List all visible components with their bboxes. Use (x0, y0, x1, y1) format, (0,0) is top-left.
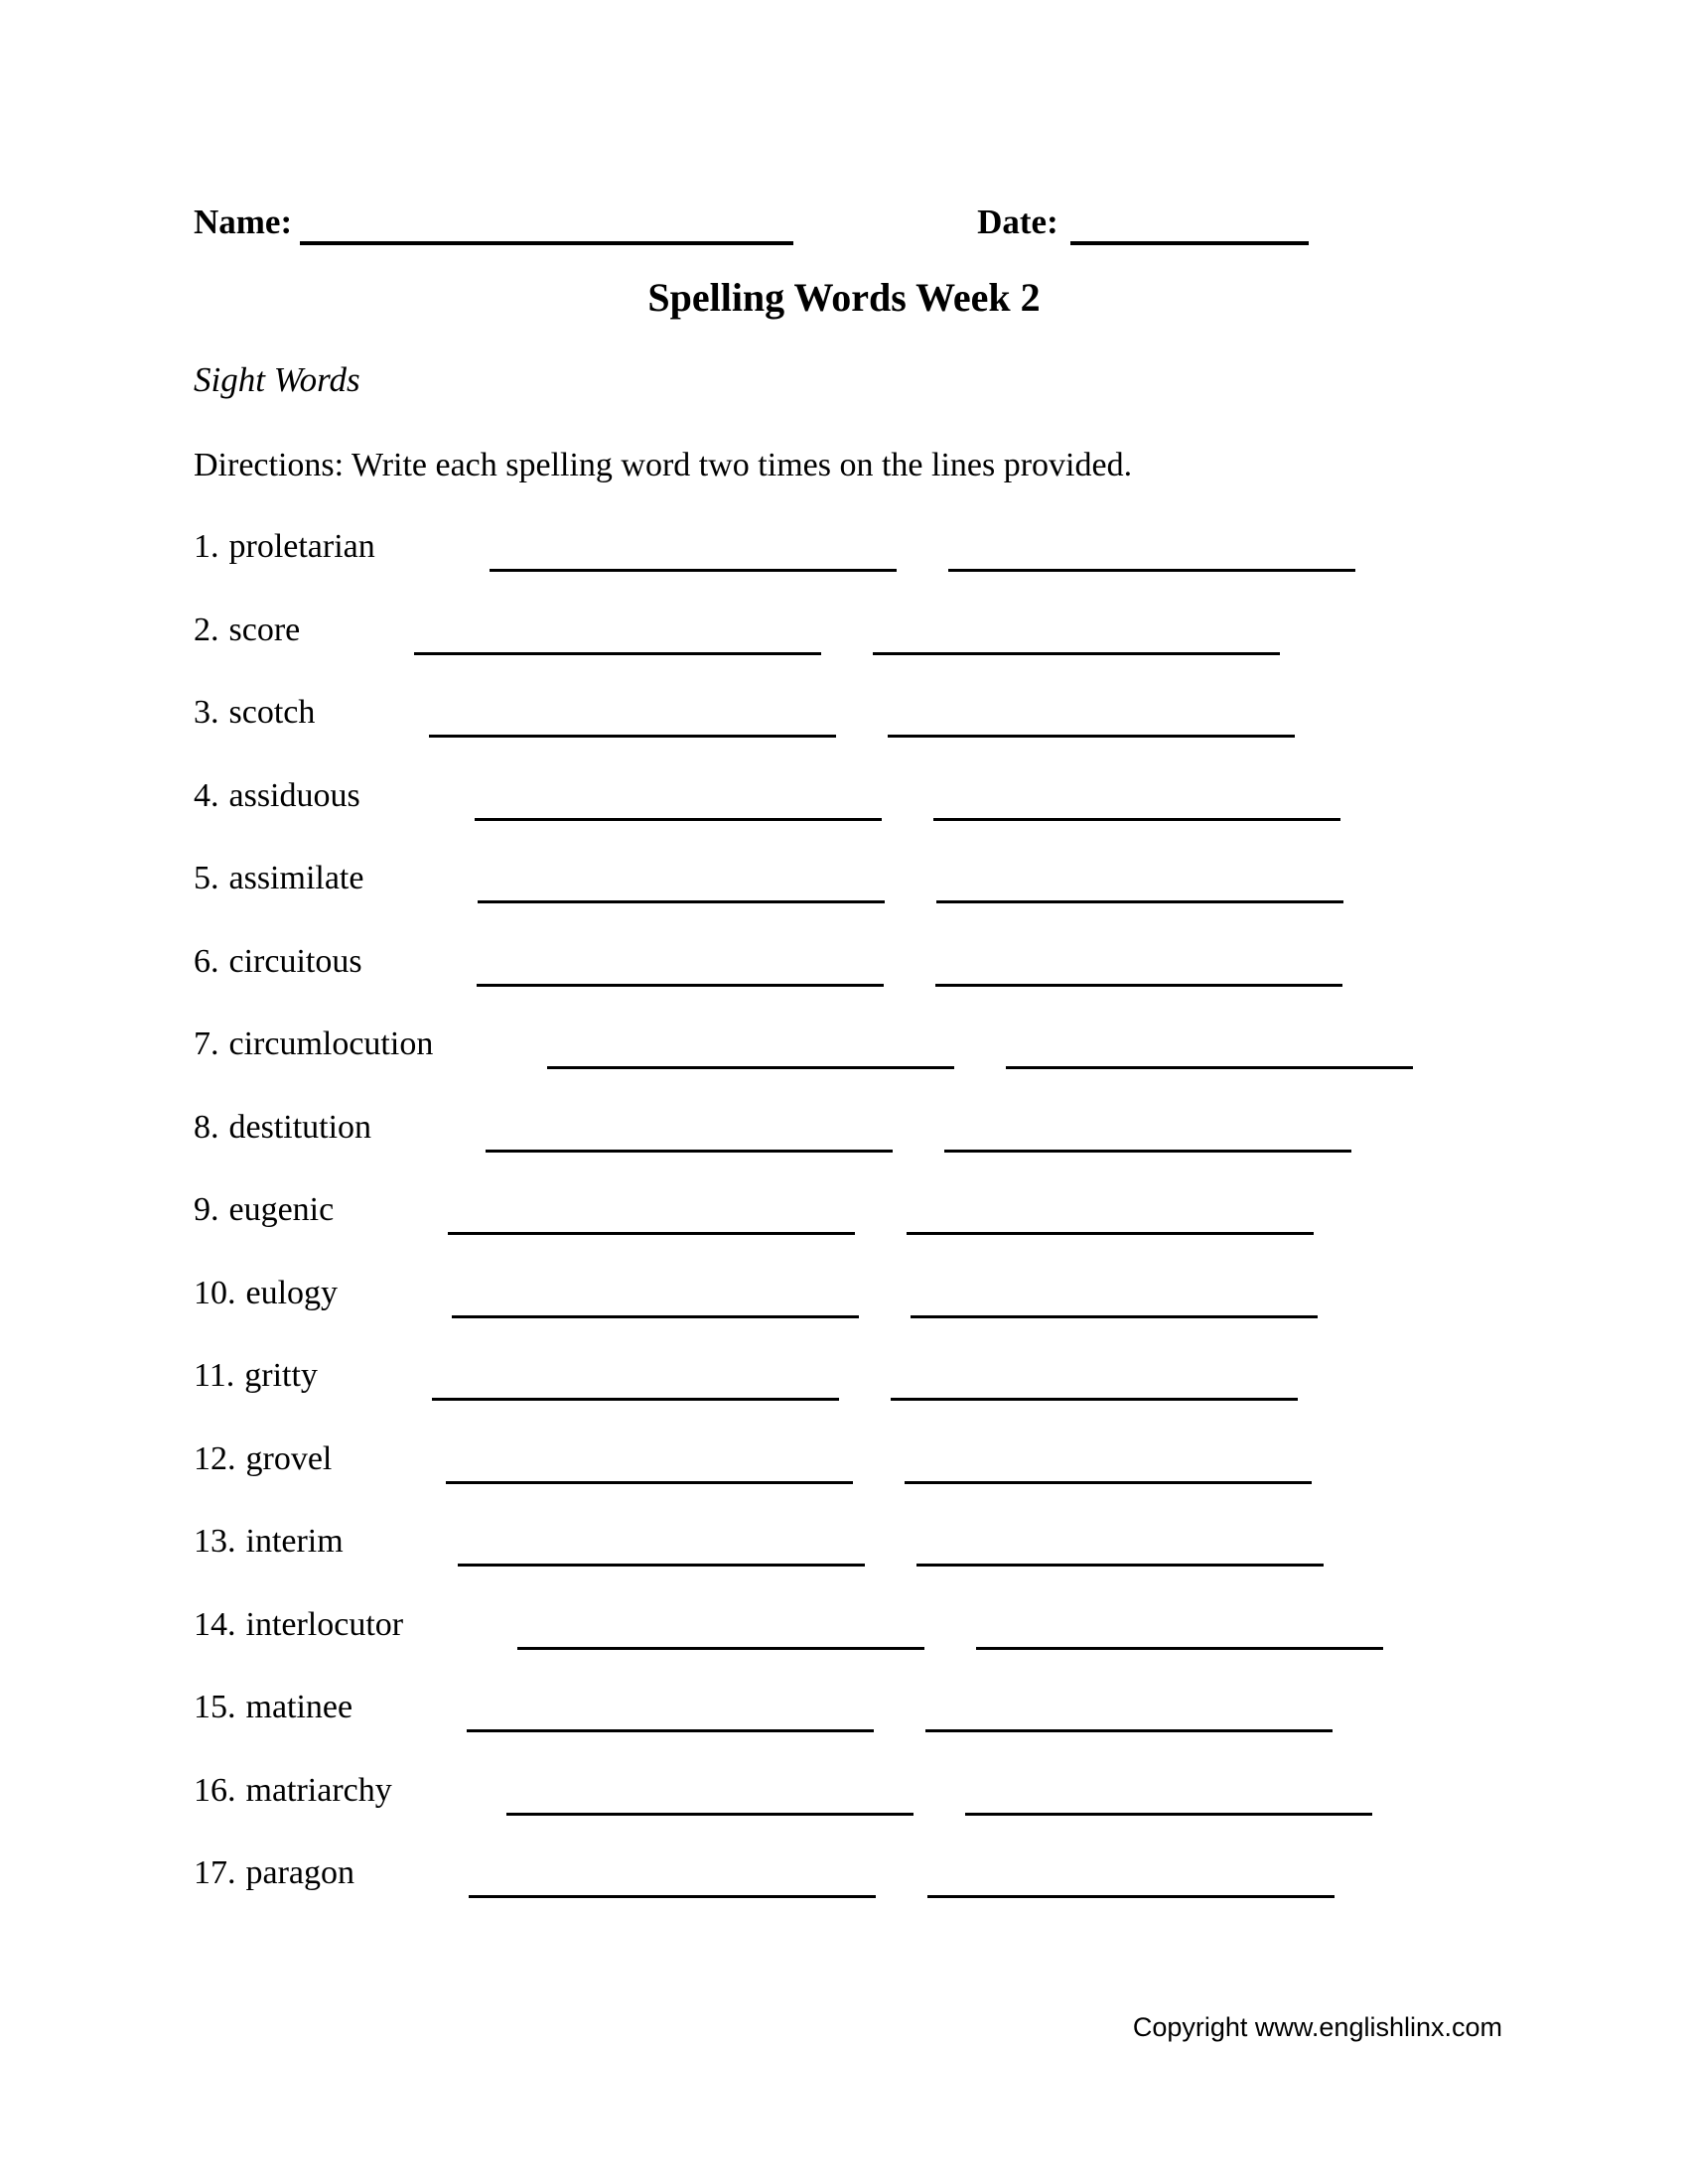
name-label: Name: (194, 203, 293, 241)
item-number: 1. (194, 528, 219, 565)
practice-line-2 (944, 1150, 1351, 1153)
practice-line-2 (936, 900, 1343, 903)
item-number: 3. (194, 694, 219, 731)
name-blank-line (300, 241, 793, 245)
practice-line-1 (478, 900, 885, 903)
directions-text: Directions: Write each spelling word two times on the lines provided. (194, 447, 1133, 483)
spelling-word: assimilate (228, 860, 364, 896)
practice-line-1 (477, 984, 884, 987)
practice-line-1 (517, 1647, 924, 1650)
practice-line-2 (1006, 1066, 1413, 1069)
spelling-word: eulogy (245, 1274, 339, 1311)
item-number: 14. (194, 1605, 236, 1643)
practice-line-1 (469, 1895, 876, 1898)
section-subtitle: Sight Words (194, 360, 360, 399)
spelling-item-row (194, 942, 1504, 1025)
spelling-word: assiduous (228, 776, 360, 814)
spelling-word: score (228, 611, 301, 648)
practice-line-1 (432, 1398, 839, 1401)
practice-line-2 (905, 1481, 1312, 1484)
spelling-word: paragon (245, 1854, 355, 1891)
item-number: 16. (194, 1771, 236, 1809)
spelling-item-row (194, 776, 1504, 860)
practice-line-1 (547, 1066, 954, 1069)
spelling-word: grovel (245, 1439, 333, 1477)
spelling-item-row (194, 859, 1504, 942)
item-number: 7. (194, 1025, 219, 1062)
spelling-item-row (194, 1356, 1504, 1439)
item-number: 13. (194, 1523, 236, 1560)
practice-line-2 (891, 1398, 1298, 1401)
item-number: 12. (194, 1439, 236, 1477)
item-number: 17. (194, 1854, 236, 1891)
spelling-word: eugenic (228, 1191, 335, 1228)
practice-line-1 (448, 1232, 855, 1235)
header (194, 202, 1502, 245)
copyright-text: Copyright www.englishlinx.com (1132, 2012, 1502, 2042)
spelling-item-row (194, 1853, 1504, 1937)
spelling-word: proletarian (228, 528, 375, 565)
spelling-item-row (194, 1771, 1504, 1854)
practice-line-2 (916, 1564, 1324, 1567)
practice-line-2 (976, 1647, 1383, 1650)
practice-line-1 (452, 1315, 859, 1318)
spelling-word: scotch (228, 694, 316, 731)
worksheet-title: Spelling Words Week 2 (647, 275, 1041, 320)
spelling-word: destitution (228, 1108, 372, 1146)
spelling-word: matinee (245, 1689, 353, 1725)
spelling-word: gritty (244, 1357, 318, 1394)
item-number: 8. (194, 1108, 219, 1146)
item-number: 2. (194, 611, 219, 648)
spelling-word: circuitous (228, 942, 362, 980)
spelling-word: interlocutor (245, 1605, 404, 1643)
practice-line-1 (446, 1481, 853, 1484)
spelling-word: matriarchy (245, 1771, 392, 1809)
practice-line-1 (475, 818, 882, 821)
spelling-item-row (194, 1439, 1504, 1523)
date-blank-line (1070, 241, 1309, 245)
practice-line-2 (933, 818, 1340, 821)
word-list (194, 527, 1504, 1937)
item-number: 11. (194, 1357, 235, 1394)
spelling-item-row (194, 1605, 1504, 1689)
practice-line-1 (458, 1564, 865, 1567)
practice-line-1 (506, 1813, 914, 1816)
practice-line-2 (925, 1729, 1333, 1732)
item-number: 9. (194, 1191, 219, 1228)
item-number: 15. (194, 1689, 236, 1725)
spelling-item-row (194, 1522, 1504, 1605)
spelling-item-row (194, 527, 1504, 611)
practice-line-2 (965, 1813, 1372, 1816)
practice-line-1 (486, 1150, 893, 1153)
practice-line-1 (429, 735, 836, 738)
item-number: 5. (194, 860, 219, 896)
practice-line-2 (935, 984, 1342, 987)
practice-line-2 (907, 1232, 1314, 1235)
practice-line-1 (467, 1729, 874, 1732)
item-number: 4. (194, 776, 219, 814)
practice-line-2 (911, 1315, 1318, 1318)
spelling-item-row (194, 1688, 1504, 1771)
practice-line-2 (873, 652, 1280, 655)
spelling-item-row (194, 1024, 1504, 1108)
spelling-item-row (194, 611, 1504, 694)
spelling-item-row (194, 1108, 1504, 1191)
spelling-word: interim (245, 1523, 344, 1560)
spelling-word: circumlocution (228, 1025, 434, 1062)
practice-line-2 (888, 735, 1295, 738)
item-number: 10. (194, 1274, 236, 1311)
practice-line-1 (490, 569, 897, 572)
spelling-item-row (194, 1274, 1504, 1357)
spelling-item-row (194, 693, 1504, 776)
practice-line-2 (948, 569, 1355, 572)
spelling-item-row (194, 1190, 1504, 1274)
date-label: Date: (977, 203, 1058, 241)
item-number: 6. (194, 942, 219, 980)
practice-line-2 (927, 1895, 1335, 1898)
practice-line-1 (414, 652, 821, 655)
